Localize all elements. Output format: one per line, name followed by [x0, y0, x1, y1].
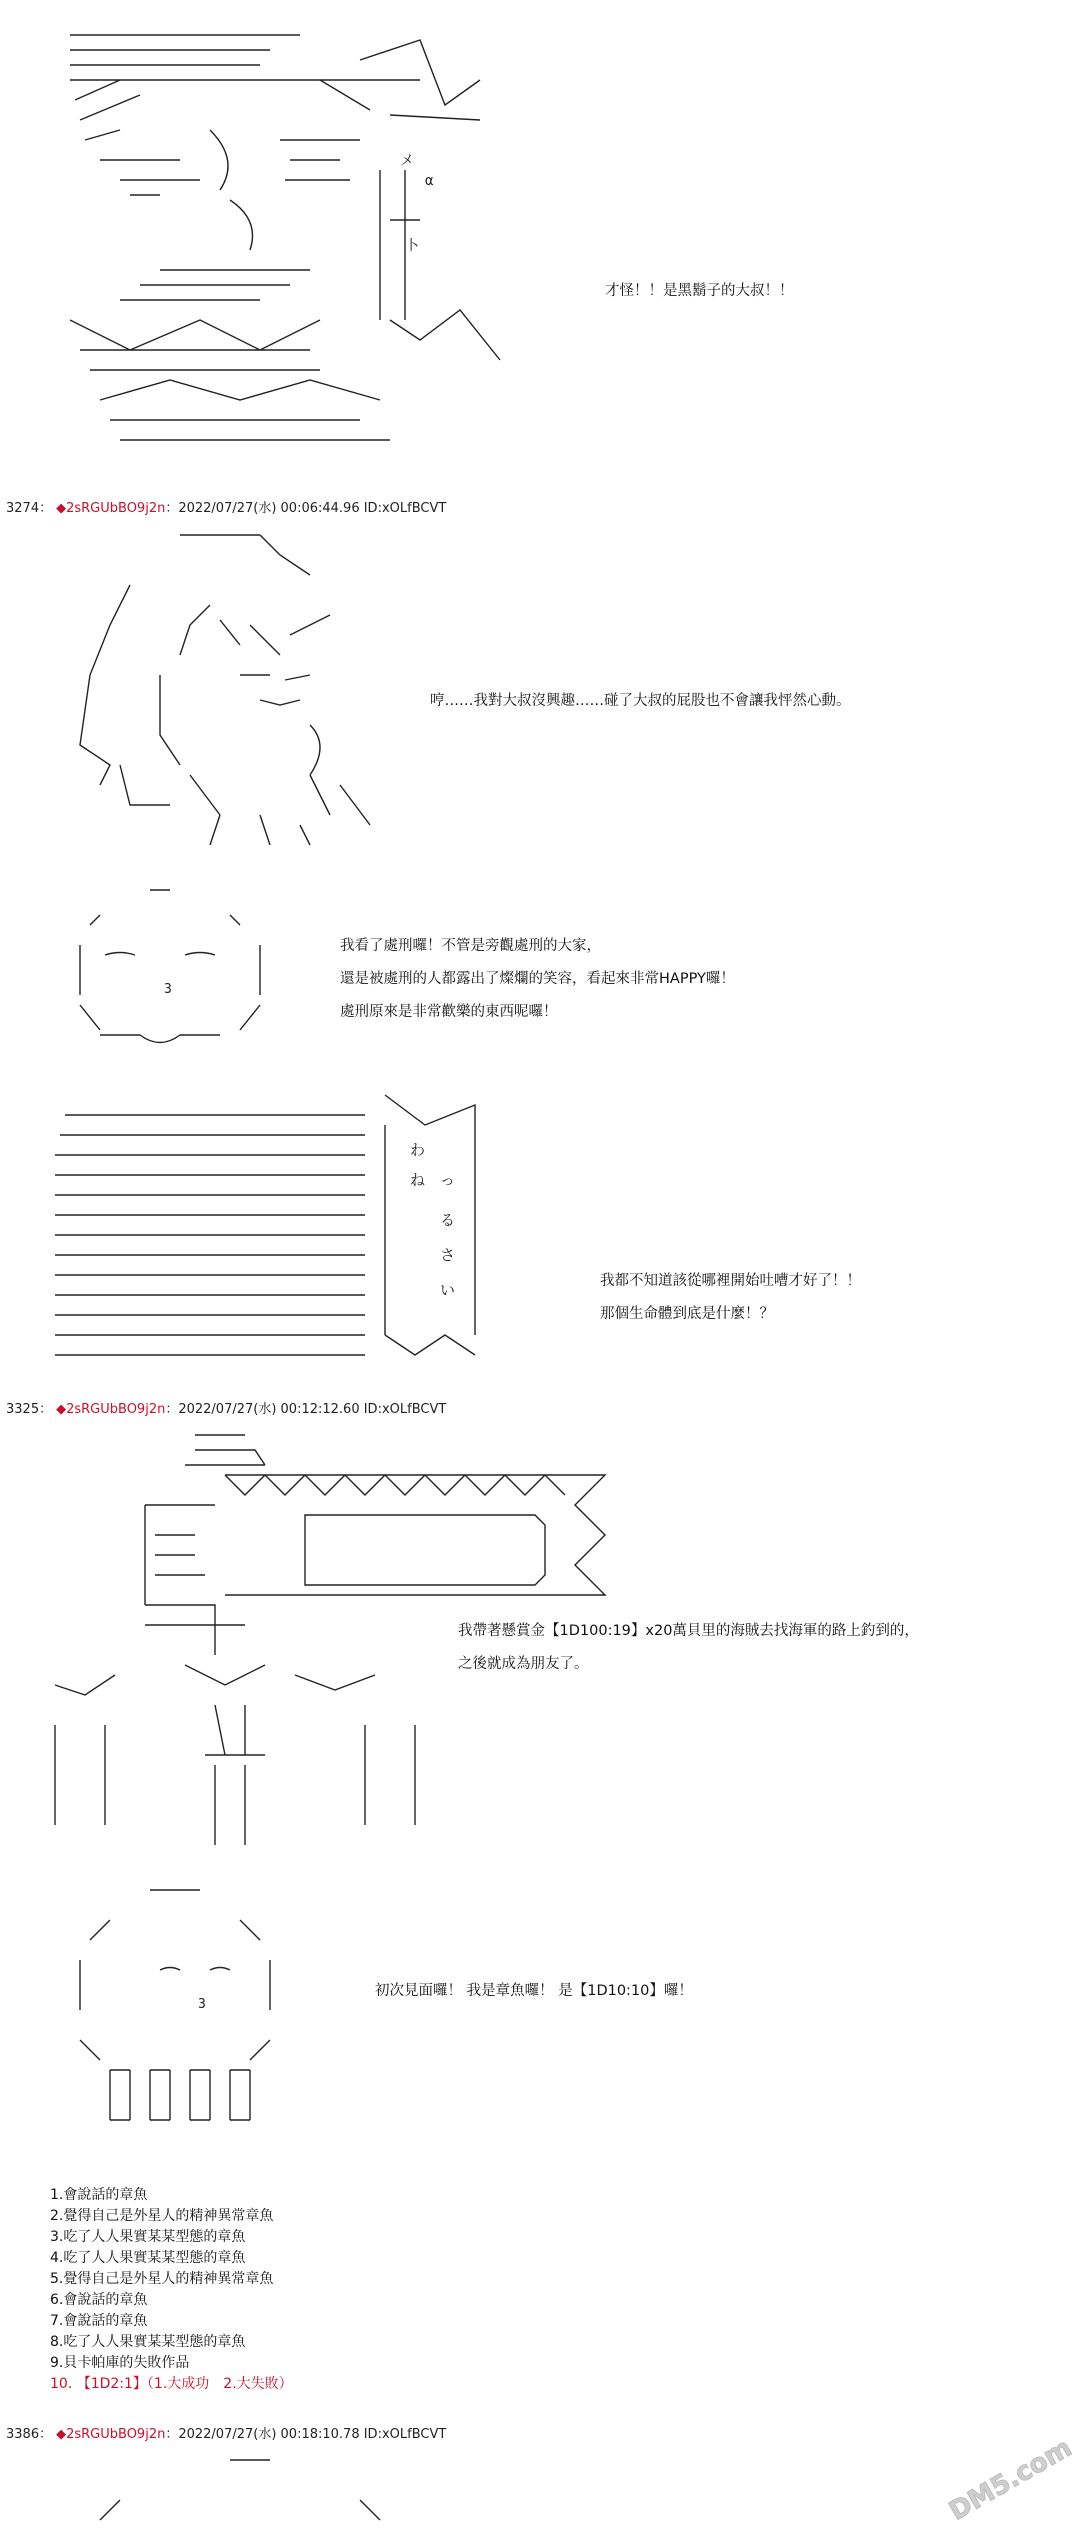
sign-char: い	[440, 1281, 456, 1299]
option-item: 6.會說話的章魚	[50, 2292, 148, 2308]
post-author-link[interactable]: 2sRGUbBO9j2n	[66, 2427, 166, 2442]
aa-art-bearded-uncle	[60, 20, 500, 460]
svg-text:DM5.com: DM5.com	[944, 2432, 1077, 2527]
post-trip-mark: ◆	[56, 1402, 67, 1417]
aa-badge-char: メ	[400, 153, 414, 169]
option-item: 7.會說話的章魚	[50, 2313, 148, 2329]
aa-art-girl-face	[70, 525, 390, 855]
option-item: 4.吃了人人果實某某型態的章魚	[50, 2250, 246, 2266]
post-date: ：2022/07/27(水) 00:18:10.78 ID:xOLfBCVT	[165, 2427, 447, 2442]
option-item: 1.會說話的章魚	[50, 2187, 148, 2203]
post-header	[6, 2423, 446, 2442]
options-list	[50, 2185, 293, 2395]
post-date: ：2022/07/27(水) 00:12:12.60 ID:xOLfBCVT	[165, 1402, 447, 1417]
sign-char: ね	[410, 1171, 426, 1189]
aa-badge-char: 卜	[405, 238, 419, 254]
speech-line: 還是被處刑的人都露出了燦爛的笑容，看起來非常HAPPY囉！	[340, 971, 735, 987]
post-date: ：2022/07/27(水) 00:06:44.96 ID:xOLfBCVT	[165, 501, 447, 516]
post-trip-mark: ◆	[56, 501, 67, 516]
sign-char: わ	[410, 1141, 426, 1159]
speech-line: 初次見面囉！ 我是章魚囉！ 是【1D10:10】囉！	[375, 1983, 693, 1999]
post-header	[6, 1398, 446, 1417]
post-number: 3325：	[6, 1402, 53, 1417]
aa-art-octopus	[60, 1880, 290, 2130]
speech-line: 我帶著懸賞金【1D100:19】x20萬貝里的海賊去找海軍的路上釣到的，	[458, 1623, 919, 1639]
aa-badge-char: α	[425, 173, 434, 189]
aa-digit: 3	[164, 982, 172, 997]
speech-line: 我都不知道該從哪裡開始吐嘈才好了！！	[600, 1273, 861, 1289]
speech-line: 我看了處刑囉！不管是旁觀處刑的大家，	[340, 938, 601, 954]
option-item: 9.貝卡帕庫的失敗作品	[50, 2355, 190, 2371]
speech-line: 那個生命體到底是什麼！？	[600, 1306, 774, 1322]
option-item: 8.吃了人人果實某某型態的章魚	[50, 2334, 246, 2350]
dice-roll-result: 10. 【1D2:1】（1.大成功 2.大失敗）	[50, 2376, 293, 2392]
speech-line: 才怪！！是黑鬍子的大叔！！	[605, 283, 794, 299]
sign-char: さ	[440, 1246, 456, 1264]
aa-art-round-face	[60, 875, 280, 1055]
aa-art-partial-face	[80, 2450, 410, 2530]
aa-art-crowd-sign	[45, 1085, 505, 1375]
speech-line: 之後就成為朋友了。	[458, 1656, 589, 1672]
option-item: 2.覺得自己是外星人的精神異常章魚	[50, 2208, 274, 2224]
post-header	[6, 497, 446, 516]
post-author-link[interactable]: 2sRGUbBO9j2n	[66, 501, 166, 516]
sign-char: っ	[440, 1171, 456, 1189]
sign-char: る	[440, 1211, 456, 1229]
post-author-link[interactable]: 2sRGUbBO9j2n	[66, 1402, 166, 1417]
option-item: 3.吃了人人果實某某型態的章魚	[50, 2229, 246, 2245]
post-number: 3386：	[6, 2427, 53, 2442]
option-item: 5.覺得自己是外星人的精神異常章魚	[50, 2271, 274, 2287]
site-watermark-logo	[932, 2432, 1077, 2530]
speech-line: 處刑原來是非常歡樂的東西呢囉！	[340, 1004, 558, 1020]
speech-line: 哼……我對大叔沒興趣……碰了大叔的屁股也不會讓我怦然心動。	[430, 693, 851, 709]
post-number: 3274：	[6, 501, 53, 516]
aa-digit: 3	[198, 1997, 206, 2012]
post-trip-mark: ◆	[56, 2427, 67, 2442]
